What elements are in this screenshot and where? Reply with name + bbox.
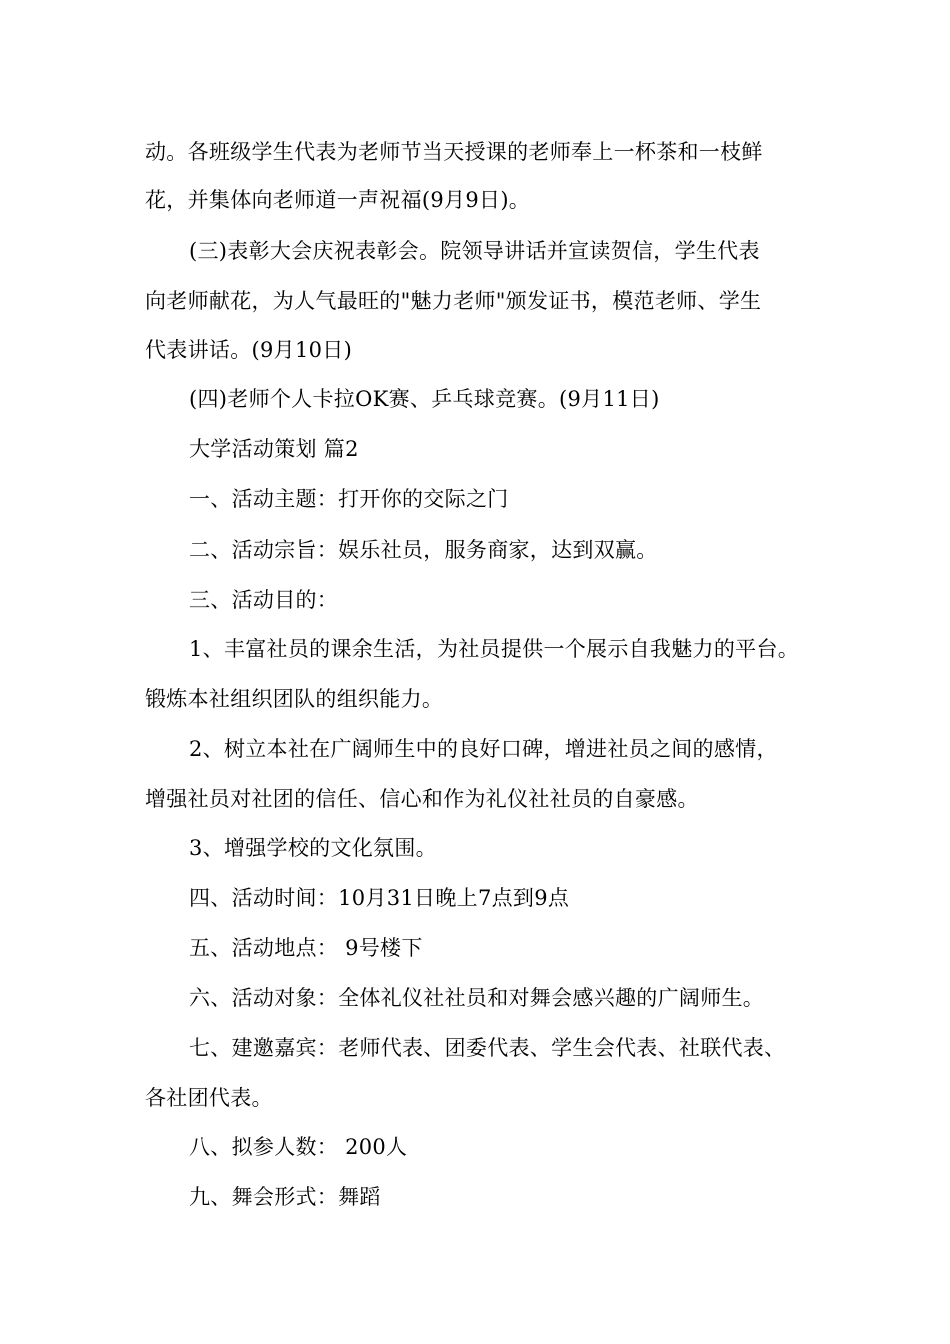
text-line: 三、活动目的：: [189, 588, 339, 612]
text-line: (四)老师个人卡拉OK赛、乒乓球竞赛。(9月11日): [189, 387, 660, 411]
text-line: 3、增强学校的文化氛围。: [189, 836, 437, 860]
text-line: 2、树立本社在广阔师生中的良好口碑，增进社员之间的感情，: [189, 737, 778, 761]
text-line: 八、拟参人数： 200人: [189, 1135, 408, 1159]
text-line: 五、活动地点： 9号楼下: [189, 936, 423, 960]
text-line: 1、丰富社员的课余生活，为社员提供一个展示自我魅力的平台。: [189, 637, 800, 661]
text-line: 增强社员对社团的信任、信心和作为礼仪社社员的自豪感。: [145, 787, 699, 811]
text-line: 向老师献花，为人气最旺的"魅力老师"颁发证书，模范老师、学生: [145, 289, 762, 313]
text-line: 七、建邀嘉宾：老师代表、团委代表、学生会代表、社联代表、: [189, 1036, 786, 1060]
section-heading: 大学活动策划 篇2: [189, 437, 359, 461]
text-line: 二、活动宗旨：娱乐社员，服务商家，达到双赢。: [189, 538, 658, 562]
text-line: 六、活动对象：全体礼仪社社员和对舞会感兴趣的广阔师生。: [189, 986, 765, 1010]
text-line: 代表讲话。(9月10日): [145, 338, 353, 362]
text-line: 九、舞会形式：舞蹈: [189, 1185, 381, 1209]
text-line: 各社团代表。: [145, 1086, 273, 1110]
text-line: 花，并集体向老师道一声祝福(9月9日)。: [145, 188, 531, 212]
text-line: (三)表彰大会庆祝表彰会。院领导讲话并宣读贺信，学生代表: [189, 239, 760, 263]
text-line: 锻炼本社组织团队的组织能力。: [145, 687, 444, 711]
text-line: 一、活动主题：打开你的交际之门: [189, 487, 509, 511]
text-line: 四、活动时间：10月31日晚上7点到9点: [189, 886, 570, 910]
text-line: 动。各班级学生代表为老师节当天授课的老师奉上一杯茶和一枝鲜: [145, 140, 763, 164]
